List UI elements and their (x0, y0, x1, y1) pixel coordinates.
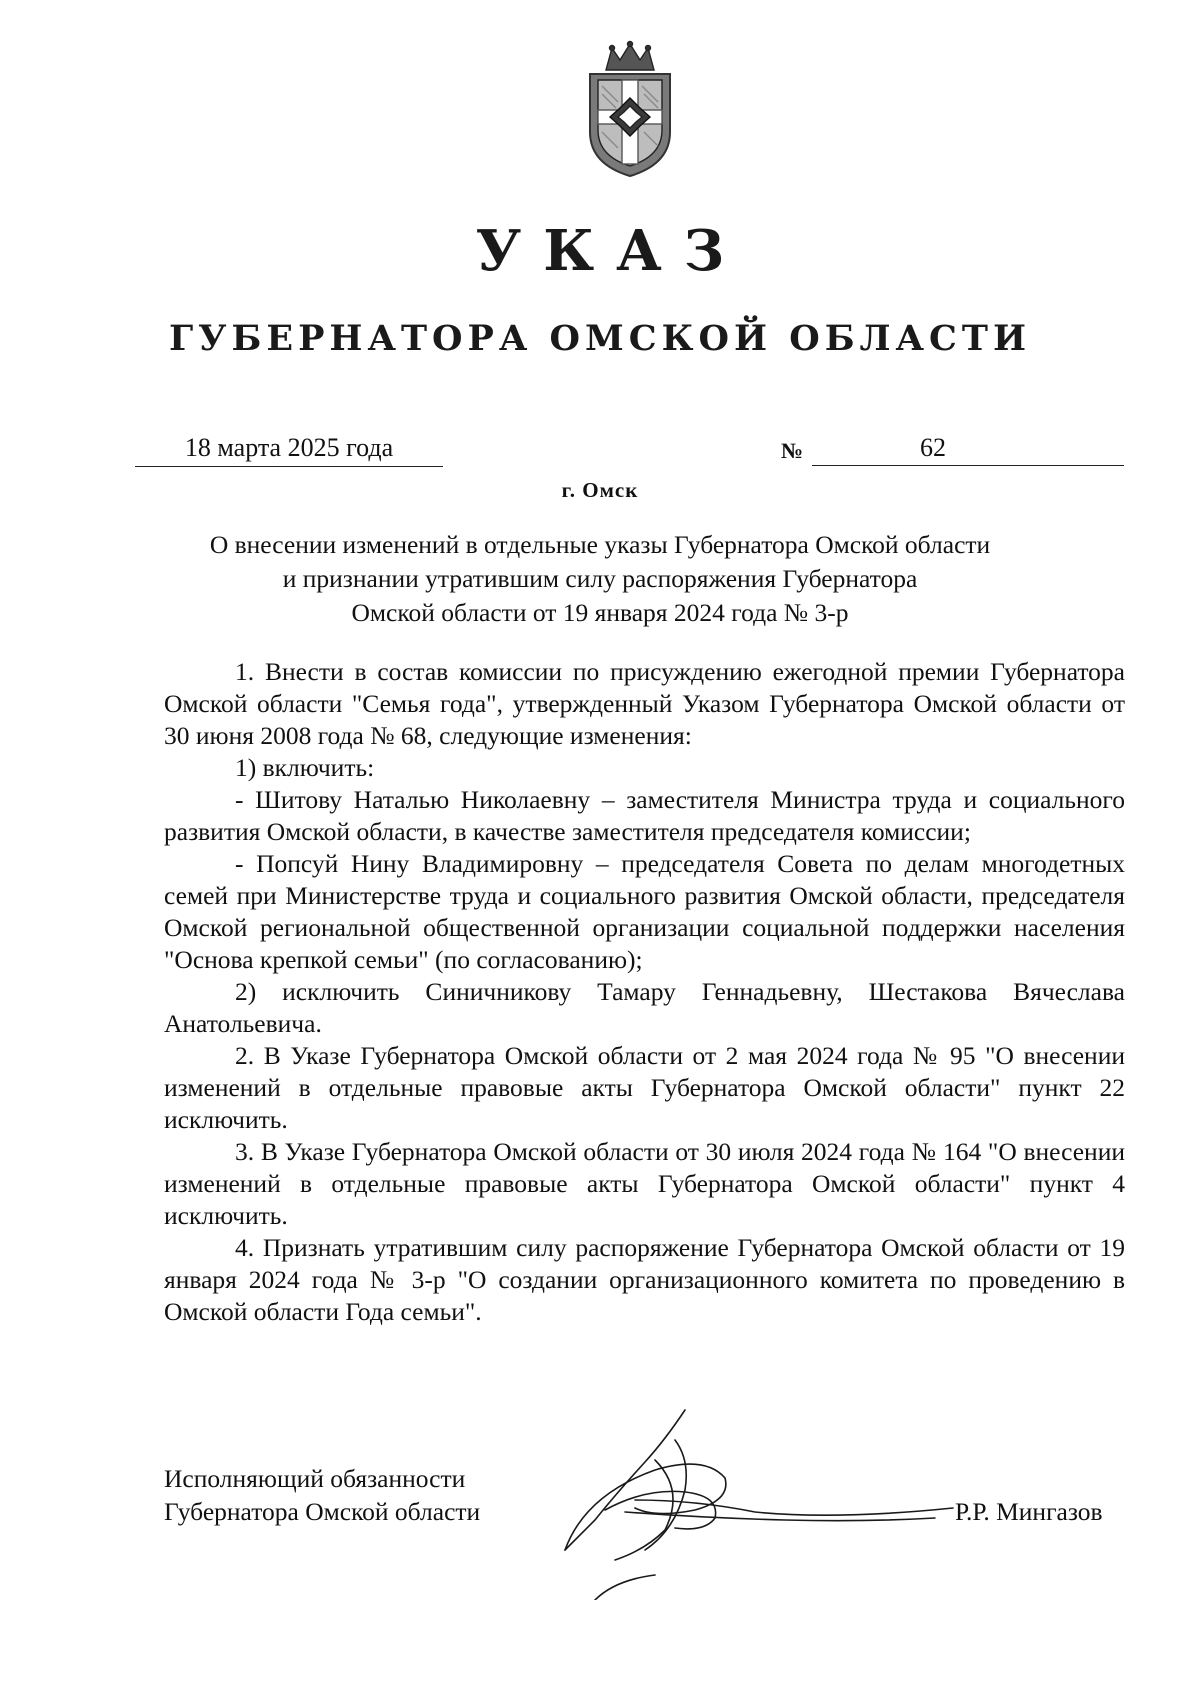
document-issuer: ГУБЕРНАТОРА ОМСКОЙ ОБЛАСТИ (168, 318, 1032, 359)
body-paragraph: 4. Признать утратившим силу распоряжение Губернатора Омской области от 19 января 2024 года № 3-р "О создании организационного комитета по проведению в Омской области Года семьи". (164, 1233, 1125, 1326)
body-paragraph: - Шитову Наталью Николаевну – заместителя Министра труда и социального развития Омской области, в качестве заместителя председателя комиссии; (164, 785, 1125, 846)
decree-body (164, 656, 1125, 1328)
body-paragraph: 2. В Указе Губернатора Омской области от 2 мая 2024 года № 95 "О внесении изменений в отдельные правовые акты Губернатора Омской области" пункт 22 исключить. (164, 1041, 1125, 1134)
body-paragraph: 1) включить: (235, 753, 375, 782)
subject-line: О внесении изменений в отдельные указы Губернатора Омской области (209, 530, 991, 559)
decree-city: г. Омск (561, 478, 639, 502)
decree-number: 62 (812, 430, 1124, 466)
body-paragraph: 1. Внести в состав комиссии по присуждению ежегодной премии Губернатора Омской области "Семья года", утвержденный Указом Губернатора Омской области от 30 июня 2008 года № 68, следующие изменения: (164, 657, 1125, 750)
decree-subject (0, 528, 1200, 630)
subject-line: и признании утратившим силу распоряжения Губернатора (282, 564, 918, 593)
decree-date: 18 марта 2025 года (135, 430, 443, 467)
body-paragraph: 2) исключить Синичникову Тамару Геннадьевну, Шестакова Вячеслава Анатольевича. (164, 977, 1125, 1038)
omsk-coat-of-arms-icon (576, 40, 684, 180)
body-paragraph: - Попсуй Нину Владимировну – председателя Совета по делам многодетных семей при Министерстве труда и социального развития Омской области, председателя Омской региональной общественной организации социальной поддержки населения "Основа крепкой семьи" (по согласованию); (164, 849, 1125, 974)
handwritten-signature (535, 1400, 955, 1600)
subject-line: Омской области от 19 января 2024 года № 3-р (351, 598, 849, 627)
signer-name: Р.Р. Мингазов (955, 1497, 1103, 1526)
signer-position (164, 1462, 480, 1528)
number-sign: № (781, 438, 804, 463)
signer-position-line: Губернатора Омской области (164, 1497, 481, 1526)
document-title: УКАЗ (475, 218, 747, 284)
signer-position-line: Исполняющий обязанности (164, 1464, 466, 1493)
body-paragraph: 3. В Указе Губернатора Омской области от 30 июля 2024 года № 164 "О внесении изменений в отдельные правовые акты Губернатора Омской области" пункт 4 исключить. (164, 1137, 1125, 1230)
